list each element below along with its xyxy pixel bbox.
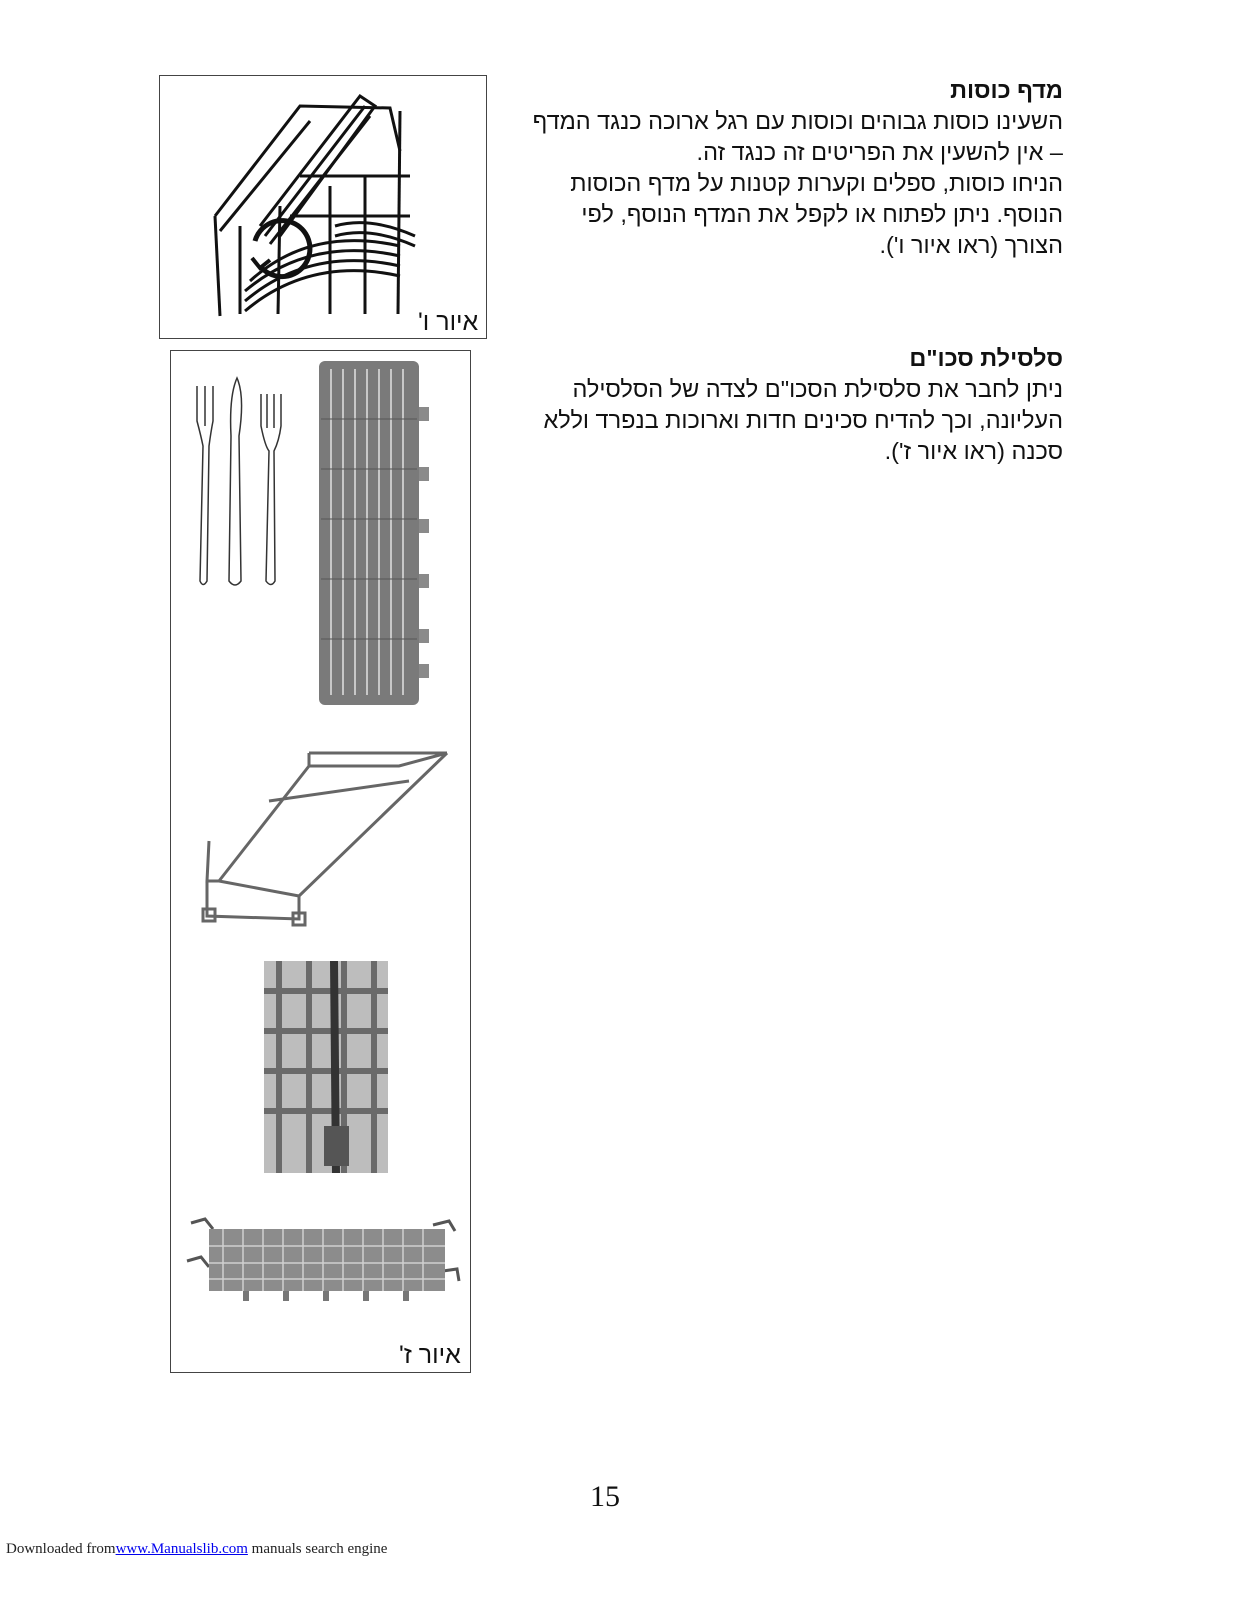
- download-footer: [6, 1541, 387, 1558]
- paragraph-line: – אין להשעין את הפריטים זה כנגד זה.: [696, 139, 1063, 165]
- rack-grid-photo: [264, 961, 388, 1173]
- paragraph-line: העליונה, וכך להדיח סכינים חדות וארוכות בנפרד וללא: [543, 407, 1063, 433]
- cutlery-basket-side-photo: [183, 1211, 463, 1311]
- paragraph-line: השעינו כוסות גבוהים וכוסות עם רגל ארוכה כנגד המדף: [532, 108, 1063, 134]
- section-cutlery-basket: [510, 343, 1063, 467]
- cutlery-basket-photo: [317, 359, 432, 707]
- figure-glass-shelf: [159, 75, 487, 339]
- paragraph-line: סכנה (ראו איור ז').: [884, 438, 1063, 464]
- manualslib-link[interactable]: www.Manualslib.com: [115, 1541, 248, 1557]
- page-number: 15: [590, 1480, 620, 1513]
- footer-suffix: manuals search engine: [247, 1541, 388, 1557]
- figure-cutlery-basket: [170, 350, 471, 1373]
- section-heading: מדף כוסות: [950, 77, 1063, 103]
- footer-prefix: Downloaded from: [6, 1541, 116, 1557]
- figure-caption-vav: איור ו': [418, 308, 479, 336]
- section-glass-shelf: [510, 75, 1063, 261]
- glass-shelf-illustration: [160, 76, 486, 338]
- wire-frame-illustration: [199, 741, 459, 931]
- cutlery-utensils-illustration: [189, 376, 289, 591]
- section-heading: סלסילת סכו"ם: [909, 345, 1063, 371]
- paragraph-line: הניחו כוסות, ספלים וקערות קטנות על מדף הכוסות: [570, 170, 1063, 196]
- paragraph-line: הנוסף. ניתן לפתוח או לקפל את המדף הנוסף, לפי: [581, 201, 1063, 227]
- paragraph-line: ניתן לחבר את סלסילת הסכו"ם לצדה של הסלסילה: [572, 376, 1063, 402]
- paragraph-line: הצורך (ראו איור ו').: [879, 232, 1063, 258]
- figure-caption-zayin: איור ז': [399, 1341, 461, 1369]
